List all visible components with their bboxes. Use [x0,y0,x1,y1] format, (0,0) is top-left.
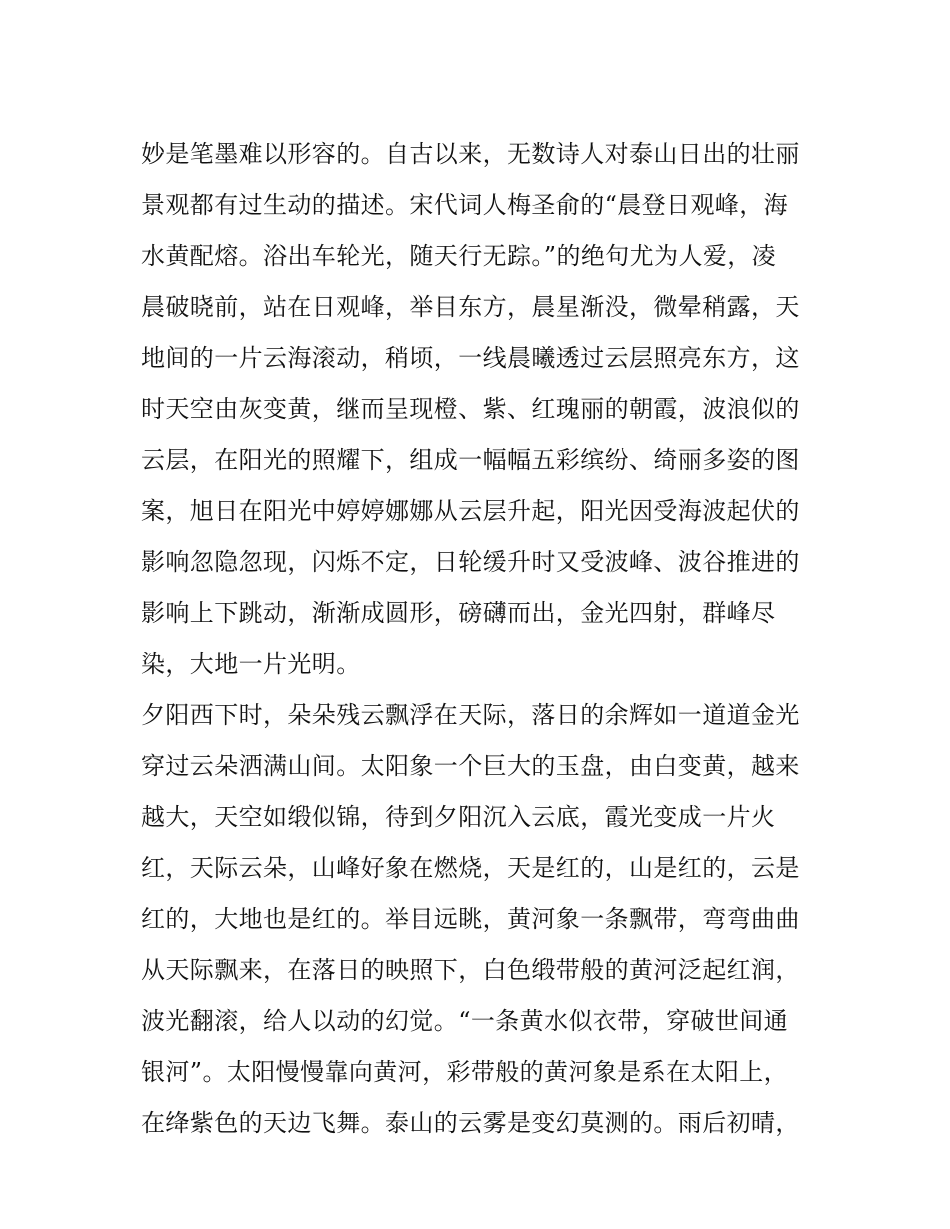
text-line: 云层，在阳光的照耀下，组成一幅幅五彩缤纷、绮丽多姿的图 [141,446,800,474]
text-line: 晨破晓前，站在日观峰，举目东方，晨星渐没，微晕稍露，天 [141,293,800,321]
text-line: 案，旭日在阳光中婷婷娜娜从云层升起，阳光因受海波起伏的 [141,497,800,525]
text-line: 在绛紫色的天边飞舞。泰山的云雾是变幻莫测的。雨后初晴， [141,1109,800,1137]
text-line: 妙是笔墨难以形容的。自古以来，无数诗人对泰山日出的壮丽 [141,140,800,168]
text-line: 波光翻滚，给人以动的幻觉。“一条黄水似衣带，穿破世间通 [141,1007,789,1035]
text-line: 地间的一片云海滚动，稍顷，一线晨曦透过云层照亮东方，这 [141,344,800,372]
text-line: 染，大地一片光明。 [141,650,361,678]
text-line: 夕阳西下时，朵朵残云飘浮在天际，落日的余辉如一道道金光 [141,701,800,729]
text-line: 从天际飘来，在落日的映照下，白色缎带般的黄河泛起红润， [141,956,800,984]
text-line: 影响忽隐忽现，闪烁不定，日轮缓升时又受波峰、波谷推进的 [141,548,800,576]
text-line: 水黄配熔。浴出车轮光，随天行无踪。”的绝句尤为人爱，凌 [141,242,777,270]
text-line: 红的，大地也是红的。举目远眺，黄河象一条飘带，弯弯曲曲 [141,905,800,933]
text-line: 红，天际云朵，山峰好象在燃烧，天是红的，山是红的，云是 [141,854,800,882]
text-line: 影响上下跳动，渐渐成圆形，磅礴而出，金光四射，群峰尽 [141,599,776,627]
text-line: 景观都有过生动的描述。宋代词人梅圣俞的“晨登日观峰，海 [141,191,789,219]
text-line: 穿过云朵洒满山间。太阳象一个巨大的玉盘，由白变黄，越来 [141,752,800,780]
text-line: 银河”。太阳慢慢靠向黄河，彩带般的黄河象是系在太阳上， [141,1058,789,1086]
text-line: 越大，天空如缎似锦，待到夕阳沉入云底，霞光变成一片火 [141,803,776,831]
text-line: 时天空由灰变黄，继而呈现橙、紫、红瑰丽的朝霞，波浪似的 [141,395,800,423]
